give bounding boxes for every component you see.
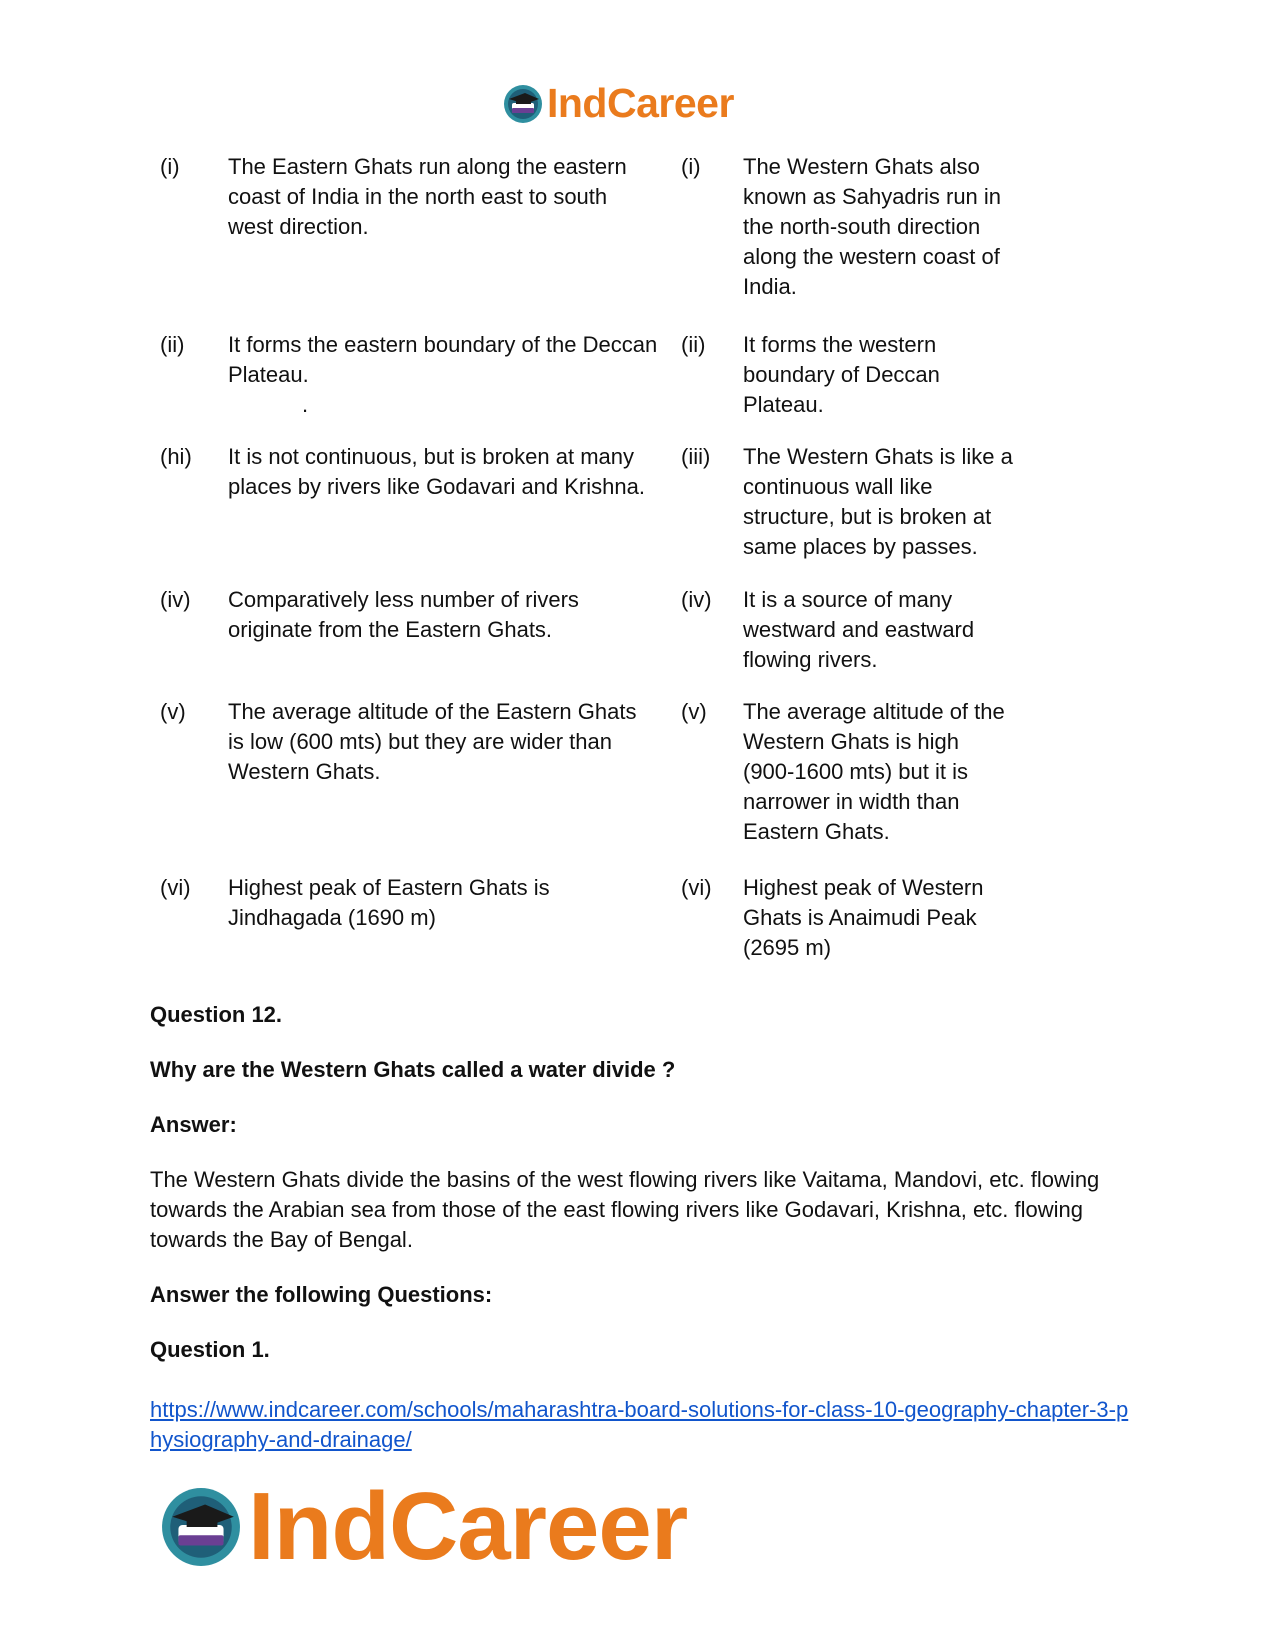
right-item-text: It is a source of many westward and eastward flowing rivers. bbox=[743, 587, 975, 672]
left-item-number: (vi) bbox=[160, 875, 191, 900]
left-item-text: It forms the eastern boundary of the Deccan Plateau. bbox=[228, 332, 658, 387]
right-item-number: (ii) bbox=[681, 332, 706, 357]
indcareer-logo-top bbox=[503, 80, 734, 127]
right-item-number: (vi) bbox=[681, 875, 712, 900]
right-item-number: (iv) bbox=[681, 587, 712, 612]
left-item-number: (ii) bbox=[160, 332, 185, 357]
right-item-text: The average altitude of the Western Ghats is high (900-1600 mts) but it is narrower in width than Eastern Ghats. bbox=[743, 699, 1005, 844]
left-item-number: (v) bbox=[160, 699, 186, 724]
section-heading: Answer the following Questions: bbox=[150, 1282, 493, 1307]
left-item-text: It is not continuous, but is broken at many places by rivers like Godavari and Krishna. bbox=[228, 444, 645, 499]
left-item-text: The Eastern Ghats run along the eastern coast of India in the north east to south west direction. bbox=[228, 154, 627, 239]
right-item-text: It forms the western boundary of Deccan Plateau. bbox=[743, 332, 940, 417]
logo-wordmark: IndCareer bbox=[547, 80, 734, 126]
right-item-text: The Western Ghats is like a continuous wall like structure, but is broken at same places by passes. bbox=[743, 444, 1013, 559]
logo-wordmark: IndCareer bbox=[248, 1473, 688, 1580]
graduation-cap-book-icon bbox=[503, 84, 543, 124]
right-item-number: (v) bbox=[681, 699, 707, 724]
question-12-answer: The Western Ghats divide the basins of the west flowing rivers like Vaitama, Mandovi, etc. flowing towards the Arabian sea from those of the east flowing rivers like Godavari, Krishna, etc. flowing towards the Bay of Bengal. bbox=[150, 1167, 1100, 1252]
left-item-number: (hi) bbox=[160, 444, 192, 469]
left-item-number: (i) bbox=[160, 154, 180, 179]
left-item-number: (iv) bbox=[160, 587, 191, 612]
right-item-number: (i) bbox=[681, 154, 701, 179]
left-item-text: The average altitude of the Eastern Ghats is low (600 mts) but they are wider than Western Ghats. bbox=[228, 699, 637, 784]
right-item-number: (iii) bbox=[681, 444, 711, 469]
question-12-text: Why are the Western Ghats called a water divide ? bbox=[150, 1057, 676, 1082]
question-1-heading: Question 1. bbox=[150, 1337, 270, 1362]
left-item-text: Highest peak of Eastern Ghats is Jindhagada (1690 m) bbox=[228, 875, 550, 930]
right-item-text: The Western Ghats also known as Sahyadris run in the north-south direction along the western coast of India. bbox=[743, 154, 1002, 299]
indcareer-logo-bottom bbox=[160, 1472, 687, 1582]
answer-label: Answer: bbox=[150, 1112, 237, 1137]
stray-dot: . bbox=[302, 392, 309, 417]
left-item-text: Comparatively less number of rivers originate from the Eastern Ghats. bbox=[228, 587, 579, 642]
graduation-cap-book-icon bbox=[160, 1486, 242, 1568]
right-item-text: Highest peak of Western Ghats is Anaimudi Peak (2695 m) bbox=[743, 875, 984, 960]
source-link[interactable]: https://www.indcareer.com/schools/maharashtra-board-solutions-for-class-10-geography-chapter-3-physiography-and-drainage/ bbox=[150, 1397, 1129, 1452]
question-12-heading: Question 12. bbox=[150, 1002, 283, 1027]
